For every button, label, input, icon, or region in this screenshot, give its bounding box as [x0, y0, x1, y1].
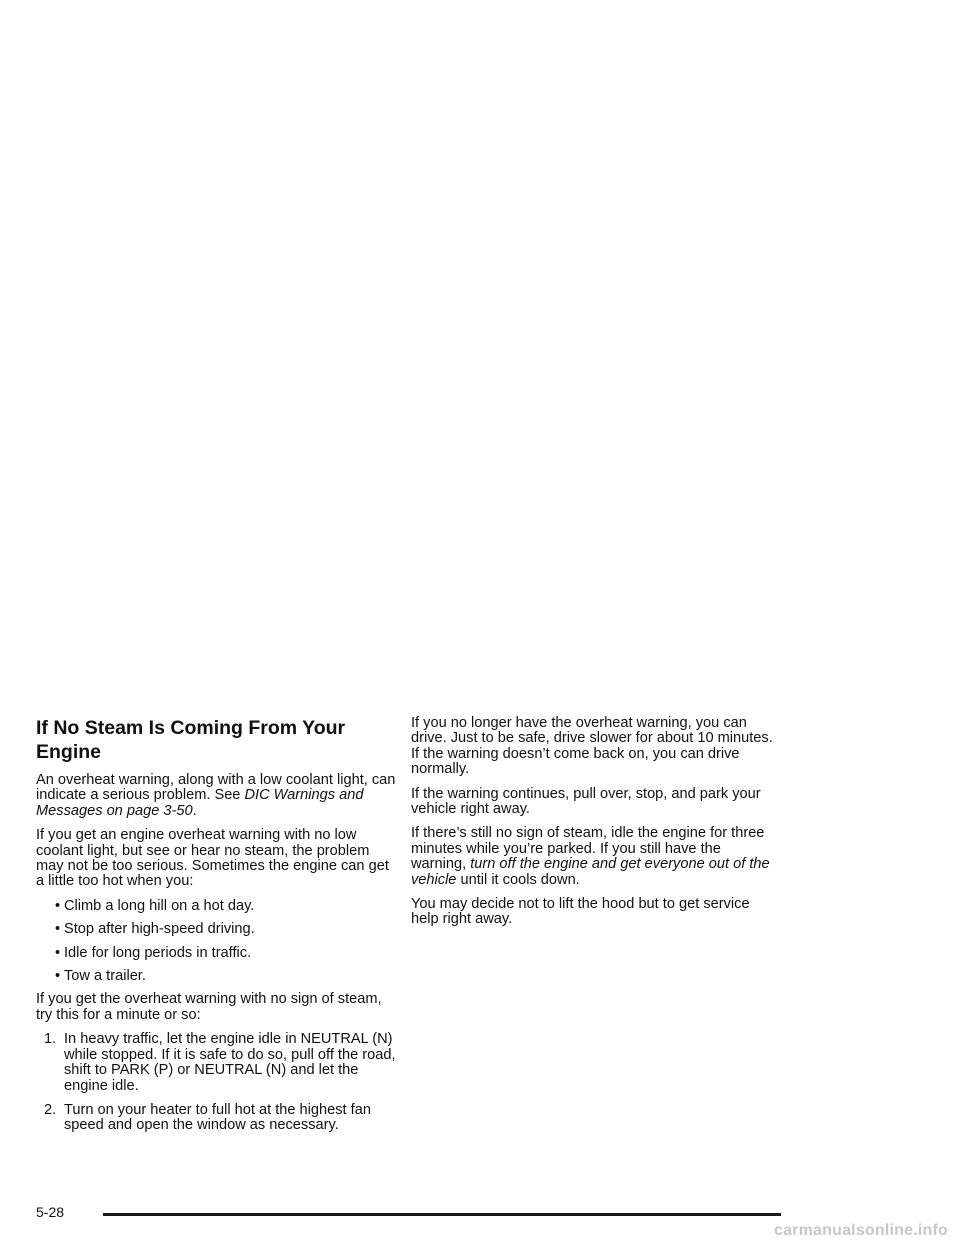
section-heading: If No Steam Is Coming From Your Engine	[36, 717, 346, 763]
conditions-list	[36, 899, 398, 985]
step-text: Turn on your heater to full hot at the highest fan speed and open the window as necessary.	[64, 1101, 371, 1134]
paragraph-warning-continues: If the warning continues, pull over, stop, and park your vehicle right away.	[411, 785, 761, 818]
bullet-icon: •	[55, 921, 61, 938]
step-number: 1.	[44, 1031, 57, 1048]
paragraph-service: You may decide not to lift the hood but to get service help right away.	[411, 896, 750, 928]
intro-end: .	[192, 802, 197, 819]
page-number: 5-28	[36, 1204, 65, 1220]
step-text: In heavy traffic, let the engine idle in NEUTRAL (N) while stopped. If it is safe to do so, pull off the road, shift to PARK (P) or NEUTRAL (N) and let the engine idle.	[64, 1031, 396, 1094]
list-item-text: Idle for long periods in traffic.	[64, 944, 252, 961]
list-item-text: Tow a trailer.	[64, 968, 146, 985]
list-item	[36, 922, 398, 937]
paragraph-intro	[36, 773, 398, 819]
step-number: 2.	[44, 1101, 57, 1118]
paragraph-still-no-steam	[411, 826, 773, 888]
list-item-text: Climb a long hill on a hot day.	[64, 897, 255, 914]
bullet-icon: •	[55, 944, 61, 961]
paragraph-try-this: If you get the overheat warning with no sign of steam, try this for a minute or so:	[36, 991, 382, 1023]
emphasis-text: turn off the engine and get everyone out of the vehicle	[411, 856, 770, 888]
step-item	[36, 1103, 398, 1134]
still-no-steam-end: until it cools down.	[456, 871, 580, 888]
list-item	[36, 899, 398, 914]
list-item	[36, 946, 398, 961]
footer-divider	[103, 1213, 781, 1216]
paragraph-no-warning: If you no longer have the overheat warning, you can drive. Just to be safe, drive slower for about 10 minutes. If the warning doesn’t come back on, you can drive normally.	[411, 715, 773, 778]
bullet-icon: •	[55, 897, 61, 914]
steps-list	[36, 1032, 398, 1133]
list-item	[36, 969, 398, 984]
right-column	[411, 716, 773, 937]
still-no-steam-text: If there’s still no sign of steam, idle the engine for three minutes while you’re parked. If you still have the warning,	[411, 825, 765, 873]
intro-text: An overheat warning, along with a low coolant light, can indicate a serious problem. See	[36, 772, 396, 804]
list-item-text: Stop after high-speed driving.	[64, 921, 255, 938]
left-column	[36, 716, 398, 1143]
cross-reference-link[interactable]: DIC Warnings and Messages on page 3-50	[36, 787, 364, 819]
watermark: carmanualsonline.info	[773, 1222, 948, 1239]
bullet-icon: •	[55, 968, 61, 985]
step-item	[36, 1032, 398, 1094]
paragraph-conditions: If you get an engine overheat warning with no low coolant light, but see or hear no steam, the problem may not be too serious. Sometimes the engine can get a little too hot when you:	[36, 827, 389, 890]
